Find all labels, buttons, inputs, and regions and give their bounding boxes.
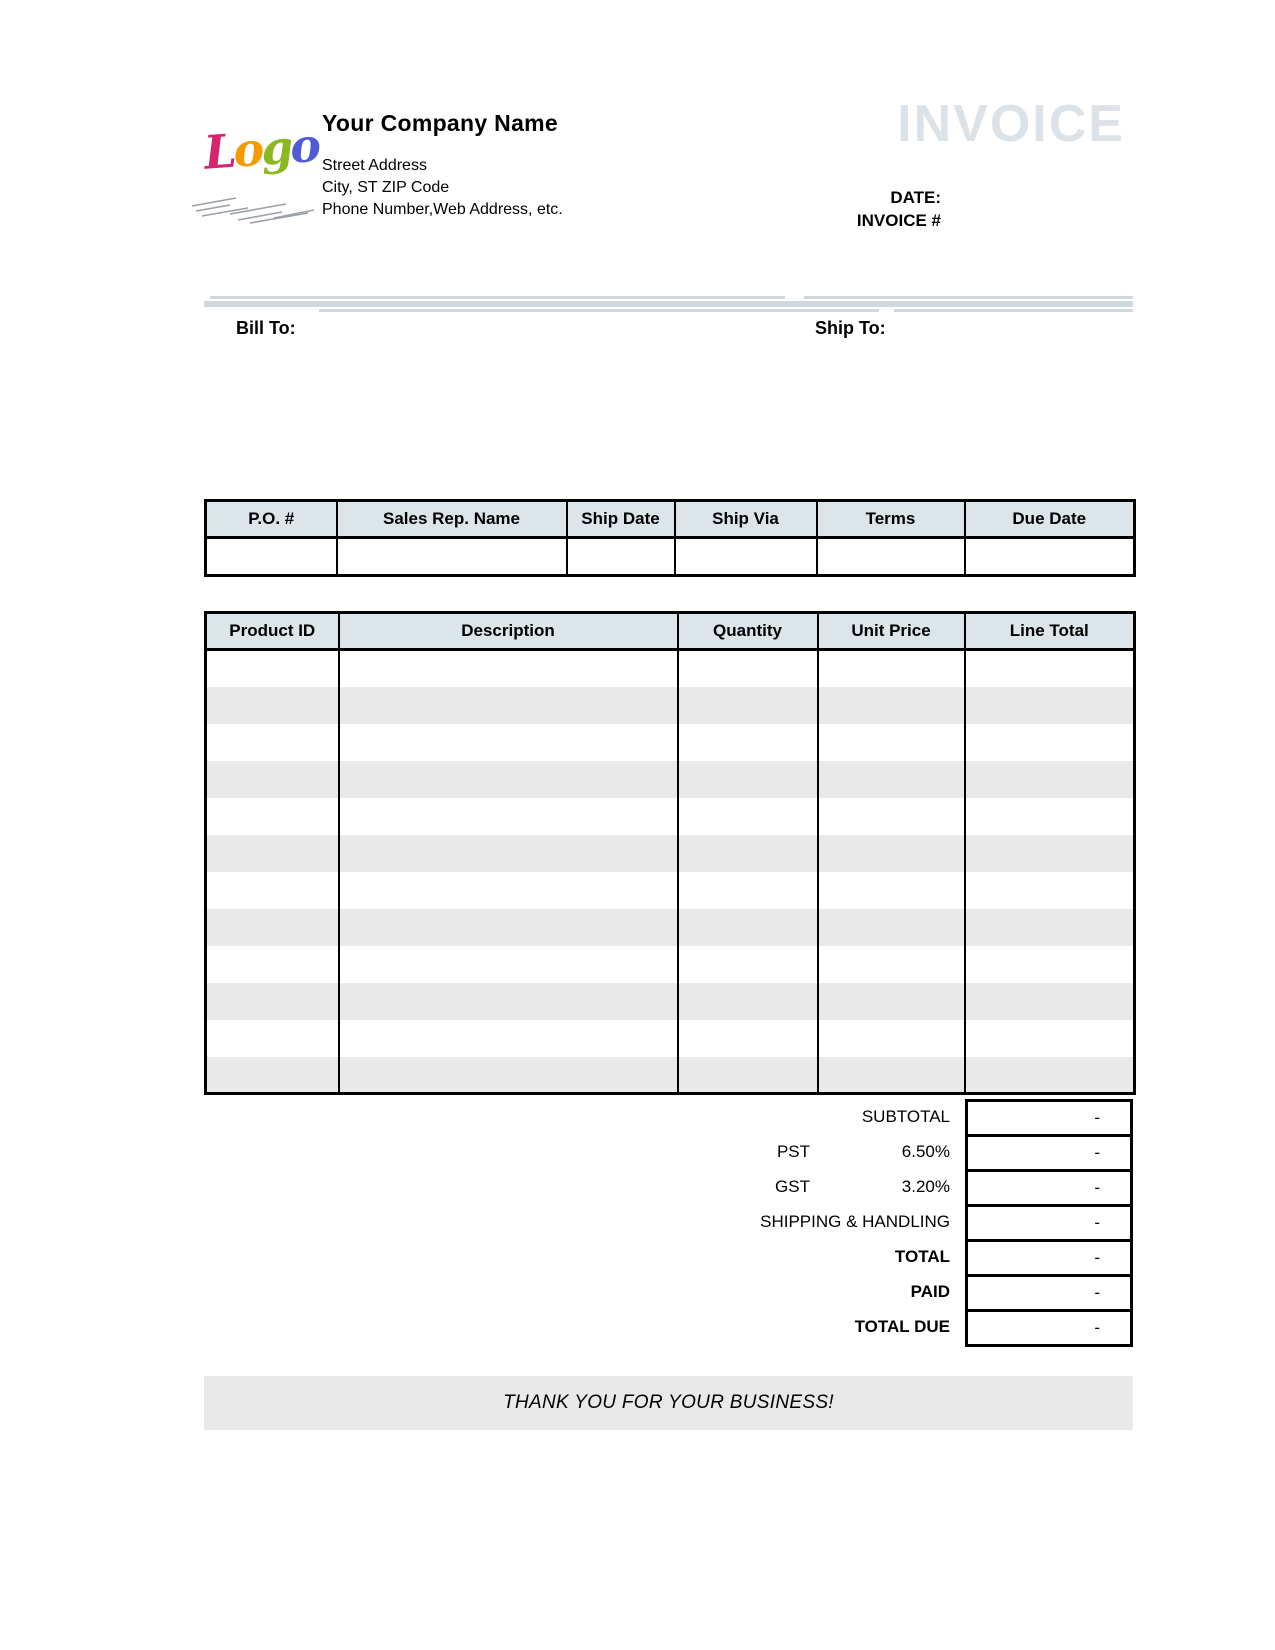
item-row — [206, 687, 1135, 724]
gst-rate: 3.20% — [901, 1177, 950, 1196]
date-label: DATE: — [890, 188, 941, 207]
thank-you-banner — [204, 1376, 1133, 1430]
product-id-header: Product ID — [206, 613, 339, 650]
totals-row-pst — [204, 1134, 1133, 1169]
total-due-value-box — [965, 1309, 1133, 1347]
totals-row-paid — [204, 1274, 1133, 1309]
gst-value: - — [1094, 1178, 1100, 1197]
divider-line — [804, 296, 1133, 299]
due-date-cell — [965, 538, 1135, 576]
gst-value-box — [965, 1169, 1133, 1207]
ship-via-header: Ship Via — [675, 501, 817, 538]
ship-via-cell — [675, 538, 817, 576]
pst-rate: 6.50% — [901, 1142, 950, 1161]
subtotal-value-box — [965, 1099, 1133, 1137]
item-row — [206, 798, 1135, 835]
shipping-value: - — [1094, 1213, 1100, 1232]
ship-to-label: Ship To: — [815, 318, 886, 338]
description-header: Description — [339, 613, 678, 650]
item-row — [206, 761, 1135, 798]
paid-value-box — [965, 1274, 1133, 1312]
totals-row-subtotal — [204, 1099, 1133, 1134]
item-row — [206, 872, 1135, 909]
pst-label: PST — [776, 1142, 810, 1161]
divider-line — [204, 301, 1133, 307]
item-row — [206, 1020, 1135, 1057]
item-row — [206, 1057, 1135, 1094]
shipping-value-box — [965, 1204, 1133, 1242]
items-header-row — [206, 613, 1135, 650]
order-value-row — [206, 538, 1135, 576]
unit-price-header: Unit Price — [818, 613, 965, 650]
po-number-cell — [206, 538, 337, 576]
ship-date-header: Ship Date — [567, 501, 675, 538]
decorative-divider — [204, 296, 1133, 314]
sales-rep-cell — [337, 538, 567, 576]
address-line-phone: Phone Number,Web Address, etc. — [322, 201, 563, 218]
due-date-header: Due Date — [965, 501, 1135, 538]
item-row — [206, 650, 1135, 687]
paid-label: PAID — [910, 1282, 950, 1301]
item-row — [206, 946, 1135, 983]
item-row — [206, 835, 1135, 872]
invoice-number-label: INVOICE # — [856, 211, 941, 230]
thank-you-message: THANK YOU FOR YOUR BUSINESS! — [503, 1392, 834, 1413]
pst-value-box — [965, 1134, 1133, 1172]
pst-value: - — [1094, 1143, 1100, 1162]
gst-label: GST — [775, 1177, 810, 1196]
subtotal-value: - — [1094, 1108, 1100, 1127]
address-line-street: Street Address — [322, 157, 427, 174]
divider-line — [210, 296, 785, 299]
total-value-box — [965, 1239, 1133, 1277]
company-name: Your Company Name — [322, 110, 558, 136]
totals-row-gst — [204, 1169, 1133, 1204]
bill-to-label: Bill To: — [236, 318, 296, 338]
subtotal-label: SUBTOTAL — [861, 1107, 950, 1126]
invoice-meta — [204, 186, 941, 232]
total-due-label: TOTAL DUE — [854, 1317, 950, 1336]
order-header-row — [206, 501, 1135, 538]
items-body — [206, 650, 1135, 1094]
item-row — [206, 983, 1135, 1020]
item-row — [206, 724, 1135, 761]
total-value: - — [1094, 1248, 1100, 1267]
totals-row-total — [204, 1239, 1133, 1274]
terms-header: Terms — [817, 501, 965, 538]
totals-section — [204, 1099, 1133, 1344]
divider-line — [319, 309, 879, 312]
invoice-title: INVOICE — [897, 95, 1125, 153]
shipping-handling-label: SHIPPING & HANDLING — [760, 1212, 950, 1231]
logo-text: Logo — [202, 117, 320, 180]
total-label: TOTAL — [894, 1247, 950, 1266]
totals-row-total-due — [204, 1309, 1133, 1344]
order-info-table — [204, 499, 1136, 577]
paid-value: - — [1094, 1283, 1100, 1302]
po-number-header: P.O. # — [206, 501, 337, 538]
line-items-table — [204, 611, 1136, 1095]
totals-row-shipping — [204, 1204, 1133, 1239]
divider-line — [894, 309, 1133, 312]
sales-rep-header: Sales Rep. Name — [337, 501, 567, 538]
address-line-city: City, ST ZIP Code — [322, 179, 450, 196]
item-row — [206, 909, 1135, 946]
quantity-header: Quantity — [678, 613, 818, 650]
terms-cell — [817, 538, 965, 576]
total-due-value: - — [1094, 1318, 1100, 1337]
ship-date-cell — [567, 538, 675, 576]
line-total-header: Line Total — [965, 613, 1135, 650]
